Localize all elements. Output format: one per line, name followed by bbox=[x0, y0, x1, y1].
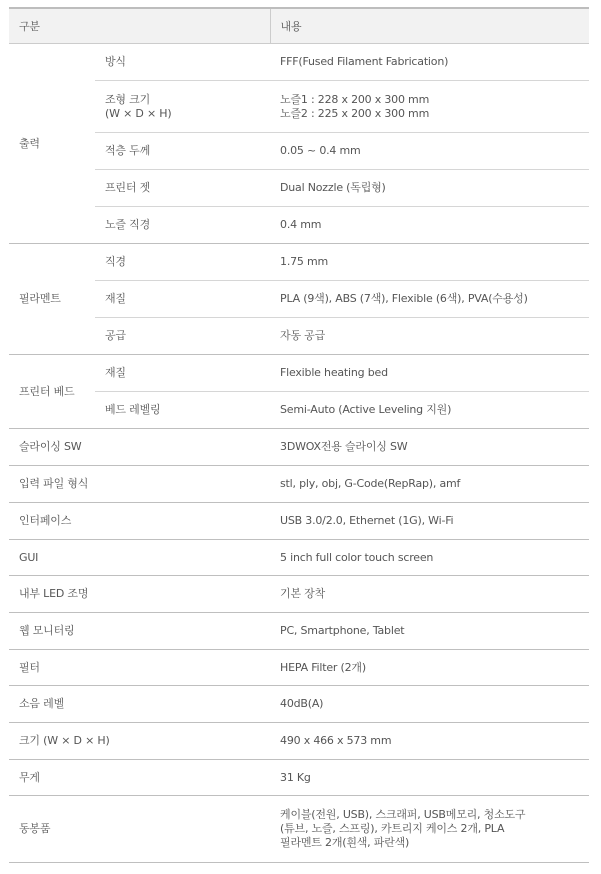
cell-text-line: Dual Nozzle (독립형) bbox=[280, 181, 386, 194]
sub-label bbox=[95, 170, 270, 207]
spec-value bbox=[270, 576, 589, 613]
spec-value bbox=[270, 796, 589, 863]
spec-value bbox=[270, 170, 589, 207]
table-row bbox=[9, 207, 589, 244]
group-label: 필라멘트 bbox=[9, 244, 95, 355]
cell-text-line: 프린터 젯 bbox=[105, 181, 151, 194]
spec-value bbox=[270, 613, 589, 650]
spec-label: 소음 레벨 bbox=[9, 686, 270, 723]
table-header-row bbox=[9, 8, 589, 44]
cell-text-line: 직경 bbox=[105, 255, 126, 268]
cell-text-line: 케이블(전원, USB), 스크래퍼, USB메모리, 청소도구 bbox=[280, 808, 526, 821]
spec-table bbox=[9, 7, 589, 863]
cell-text-line: Flexible heating bed bbox=[280, 366, 388, 379]
spec-value bbox=[270, 392, 589, 429]
spec-value bbox=[270, 318, 589, 355]
cell-text-line: HEPA Filter (2개) bbox=[280, 660, 366, 674]
cell-text-line: Semi-Auto (Active Leveling 지원) bbox=[280, 403, 452, 416]
cell-text-line: 재질 bbox=[105, 292, 126, 305]
spec-label: 입력 파일 형식 bbox=[9, 466, 270, 503]
cell-text-line: 적층 두께 bbox=[105, 144, 151, 157]
table-row bbox=[9, 429, 589, 466]
spec-label: 내부 LED 조명 bbox=[9, 576, 270, 613]
table-row bbox=[9, 466, 589, 503]
spec-label: 필터 bbox=[9, 650, 270, 686]
cell-text-line: 방식 bbox=[105, 55, 126, 68]
table-row bbox=[9, 355, 589, 392]
table-row bbox=[9, 81, 589, 133]
cell-text-line: (튜브, 노즐, 스프링), 카트리지 케이스 2개, PLA bbox=[280, 822, 505, 835]
cell-text-line: 재질 bbox=[105, 366, 126, 379]
cell-text-line: 1.75 mm bbox=[280, 255, 329, 268]
table-row bbox=[9, 392, 589, 429]
cell-text-line: (W × D × H) bbox=[105, 106, 172, 120]
cell-text-line: 0.05 ~ 0.4 mm bbox=[280, 144, 361, 157]
sub-label bbox=[95, 44, 270, 81]
cell-text-line: 노즐 직경 bbox=[105, 218, 151, 231]
cell-text-line: 노즐1 : 228 x 200 x 300 mm bbox=[280, 92, 430, 106]
table-row bbox=[9, 723, 589, 760]
cell-text-line: 기본 장착 bbox=[280, 587, 326, 600]
group-label: 프린터 베드 bbox=[9, 355, 95, 429]
cell-text-line: USB 3.0/2.0, Ethernet (1G), Wi-Fi bbox=[280, 514, 454, 527]
cell-text-line: 3DWOX전용 슬라이싱 SW bbox=[280, 440, 408, 453]
spec-value bbox=[270, 207, 589, 244]
spec-value bbox=[270, 355, 589, 392]
cell-text-line: 조형 크기 bbox=[105, 92, 151, 106]
cell-text-line: 40dB(A) bbox=[280, 697, 324, 710]
spec-label: 크기 (W × D × H) bbox=[9, 723, 270, 760]
table-row bbox=[9, 540, 589, 576]
cell-text-line: 노즐2 : 225 x 200 x 300 mm bbox=[280, 106, 430, 120]
spec-value bbox=[270, 503, 589, 540]
sub-label bbox=[95, 133, 270, 170]
spec-table-wrapper bbox=[9, 7, 589, 863]
table-row bbox=[9, 44, 589, 81]
cell-text-line: 490 x 466 x 573 mm bbox=[280, 734, 392, 747]
spec-value bbox=[270, 686, 589, 723]
sub-label bbox=[95, 207, 270, 244]
sub-label bbox=[95, 81, 270, 133]
table-row bbox=[9, 503, 589, 540]
spec-value bbox=[270, 466, 589, 503]
spec-value bbox=[270, 723, 589, 760]
table-row bbox=[9, 170, 589, 207]
spec-label: 슬라이싱 SW bbox=[9, 429, 270, 466]
spec-label: 무게 bbox=[9, 760, 270, 796]
spec-value bbox=[270, 760, 589, 796]
group-label: 출력 bbox=[9, 44, 95, 244]
cell-text-line: 0.4 mm bbox=[280, 218, 322, 231]
header-category: 구분 bbox=[9, 8, 270, 44]
spec-value bbox=[270, 244, 589, 281]
sub-label bbox=[95, 355, 270, 392]
cell-text-line: 필라멘트 2개(흰색, 파란색) bbox=[280, 836, 410, 849]
spec-label: 웹 모니터링 bbox=[9, 613, 270, 650]
table-row bbox=[9, 796, 589, 863]
sub-label bbox=[95, 281, 270, 318]
sub-label bbox=[95, 318, 270, 355]
cell-text-line: 공급 bbox=[105, 329, 126, 342]
spec-value bbox=[270, 650, 589, 686]
sub-label bbox=[95, 392, 270, 429]
spec-label: 인터페이스 bbox=[9, 503, 270, 540]
spec-value bbox=[270, 281, 589, 318]
cell-text-line: 5 inch full color touch screen bbox=[280, 550, 434, 564]
cell-text-line: 31 Kg bbox=[280, 770, 311, 784]
table-row bbox=[9, 760, 589, 796]
spec-value bbox=[270, 44, 589, 81]
spec-value bbox=[270, 429, 589, 466]
spec-label: GUI bbox=[9, 540, 270, 576]
spec-value bbox=[270, 540, 589, 576]
cell-text-line: PLA (9색), ABS (7색), Flexible (6색), PVA(수용성) bbox=[280, 292, 528, 305]
cell-text-line: stl, ply, obj, G-Code(RepRap), amf bbox=[280, 477, 461, 490]
cell-text-line: 베드 레벨링 bbox=[105, 403, 161, 416]
table-row bbox=[9, 244, 589, 281]
table-row bbox=[9, 686, 589, 723]
sub-label bbox=[95, 244, 270, 281]
table-row bbox=[9, 318, 589, 355]
spec-label: 동봉품 bbox=[9, 796, 270, 863]
cell-text-line: PC, Smartphone, Tablet bbox=[280, 624, 405, 637]
table-row bbox=[9, 576, 589, 613]
cell-text-line: 자동 공급 bbox=[280, 329, 326, 342]
header-content: 내용 bbox=[270, 8, 589, 44]
spec-value bbox=[270, 81, 589, 133]
spec-value bbox=[270, 133, 589, 170]
table-row bbox=[9, 281, 589, 318]
table-row bbox=[9, 613, 589, 650]
table-row bbox=[9, 650, 589, 686]
table-row bbox=[9, 133, 589, 170]
spec-table-body bbox=[9, 44, 589, 863]
cell-text-line: FFF(Fused Filament Fabrication) bbox=[280, 55, 449, 68]
